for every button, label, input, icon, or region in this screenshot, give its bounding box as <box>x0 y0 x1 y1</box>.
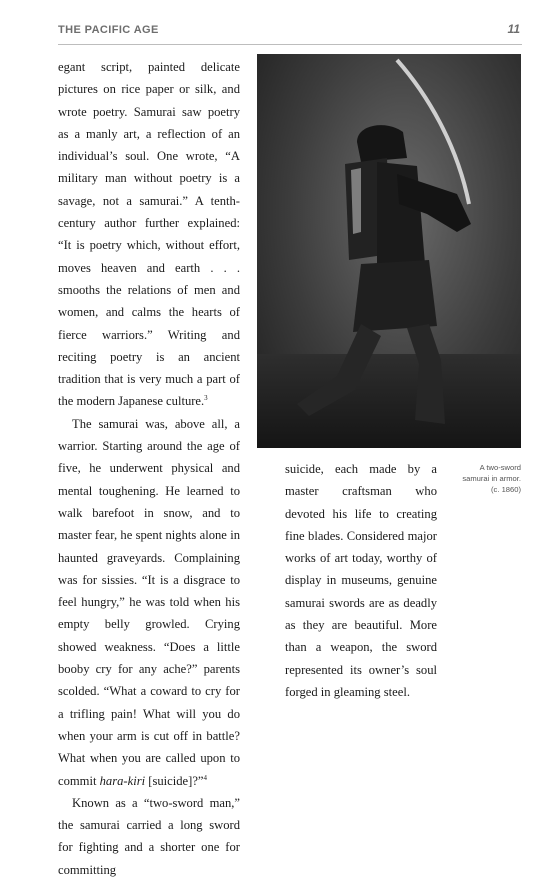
footnote-ref: 4 <box>203 773 207 782</box>
footnote-ref: 3 <box>204 394 208 403</box>
photo-caption: A two-sword samurai in armor. (c. 1860) <box>462 463 521 494</box>
paragraph-swords: suicide, each made by a master craftsman who devoted his life to creating fine blades. Considered major works of art today, worthy of display in museums, genuine samurai swords are as deadly as they are beautiful. More than a weapon, the sword represented its owner’s soul forged in gleaming steel. <box>285 462 437 699</box>
samurai-photograph <box>257 54 521 448</box>
running-head: THE PACIFIC AGE <box>58 24 159 36</box>
left-text-column <box>58 56 240 881</box>
paragraph-poetry <box>58 56 240 413</box>
header-rule <box>58 44 522 45</box>
paragraph-warrior <box>58 413 240 792</box>
page-number: 11 <box>507 22 520 36</box>
paragraph-two-sword: Known as a “two-sword man,” the samurai carried a long sword for fighting and a shorter one for committing <box>58 795 240 877</box>
page-header <box>0 0 560 46</box>
paragraph-warrior-end: [suicide]?” <box>145 773 204 788</box>
right-text-column <box>285 458 437 703</box>
paragraph-warrior-text: The samurai was, above all, a warrior. Starting around the age of five, he underwent physical and mental toughening. He learned to walk barefoot in snow, and to master fear, he spent nights alone in haunted graveyards. Complaining was for sissies. “It is a disgrace to feel hungry,” he was told when his empty belly growled. Crying showed weakness. “Does a little booby cry for any ache?” parents scolded. “What a coward to cry for a trifling pain! What will you do when your arm is cut off in battle? What when you are called upon to commit <box>58 416 240 788</box>
samurai-silhouette <box>257 54 521 448</box>
paragraph-poetry-text: egant script, painted delicate pictures on rice paper or silk, and wrote poetry. Samurai saw poetry as a manly art, a reflection of an individual’s soul. One wrote, “A military man without poetry is a savage, not a samurai.” A tenth-century author further explained: “It is poetry which, without effort, moves heaven and earth . . . smooths the relations of men and women, and calms the hearts of fierce warriors.” Writing and reciting poetry is an ancient tradition that is very much a part of the modern Japanese culture. <box>58 60 240 409</box>
term-hara-kiri: hara-kiri <box>99 773 146 788</box>
